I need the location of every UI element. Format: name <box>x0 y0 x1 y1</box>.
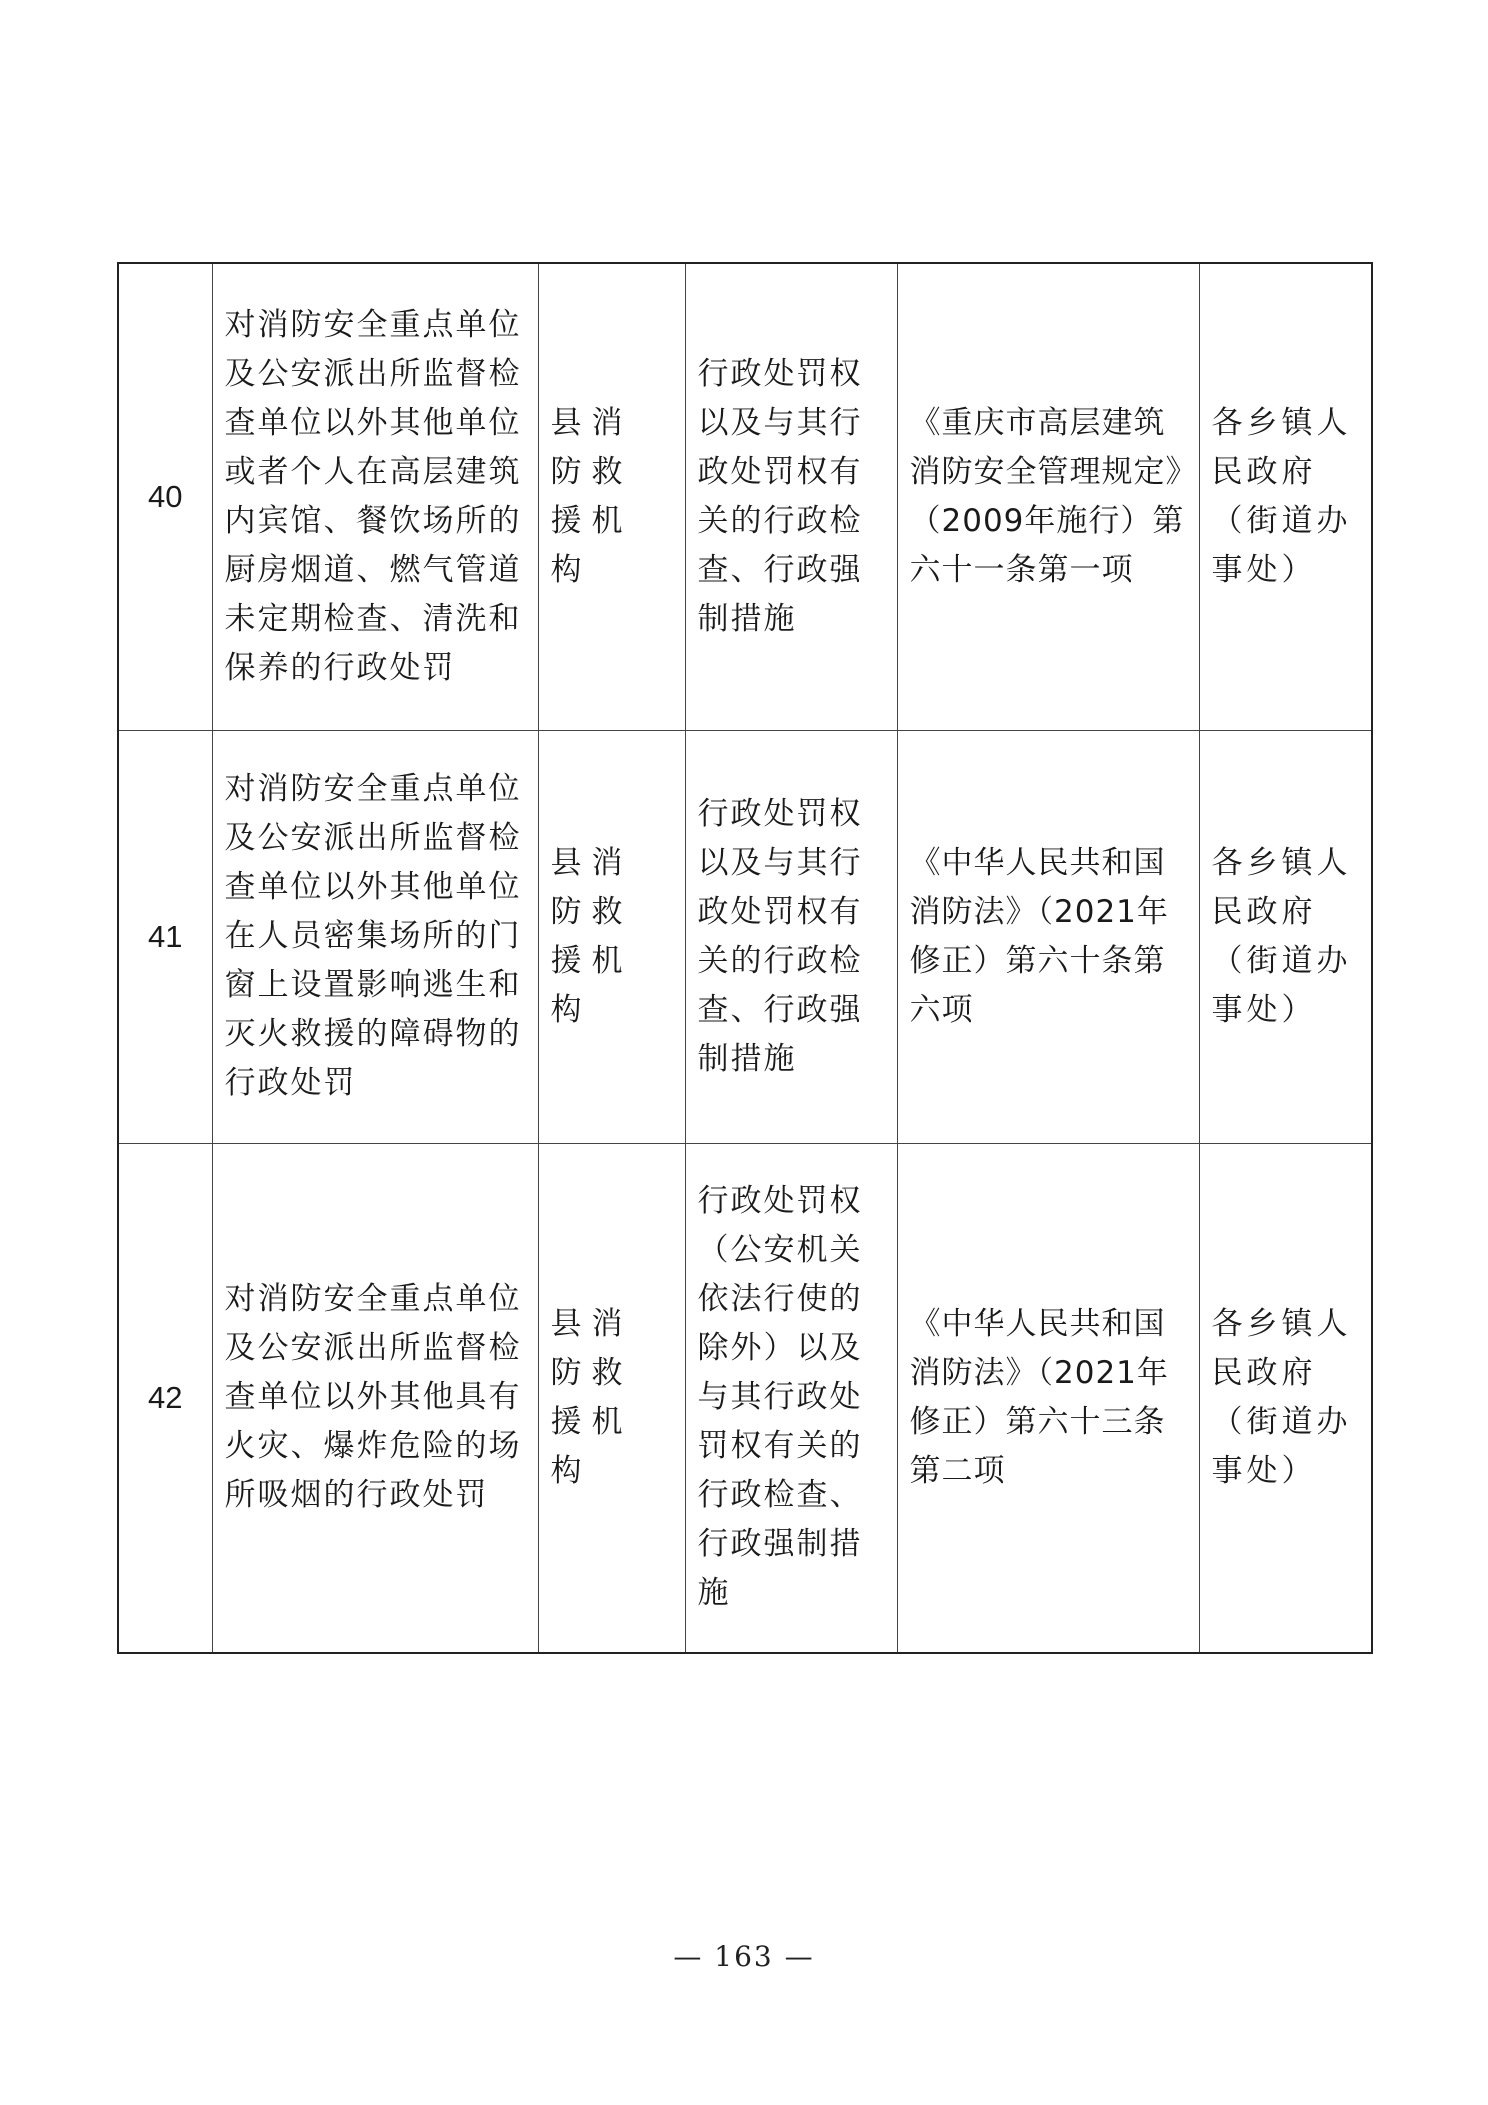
table-row <box>118 1143 1372 1653</box>
implementing-agency: 各乡镇人民政府（街道办事处） <box>1199 1143 1372 1653</box>
power-type: 行政处罚权（公安机关依法行使的除外）以及与其行政处罚权有关的行政检查、行政强制措施 <box>685 1143 897 1653</box>
item-description: 对消防安全重点单位及公安派出所监督检查单位以外其他单位或者个人在高层建筑内宾馆、餐饮场所的厨房烟道、燃气管道未定期检查、清洗和保养的行政处罚 <box>212 263 538 730</box>
power-type: 行政处罚权以及与其行政处罚权有关的行政检查、行政强制措施 <box>685 263 897 730</box>
item-description: 对消防安全重点单位及公安派出所监督检查单位以外其他具有火灾、爆炸危险的场所吸烟的行政处罚 <box>212 1143 538 1653</box>
power-type: 行政处罚权以及与其行政处罚权有关的行政检查、行政强制措施 <box>685 730 897 1143</box>
row-number: 40 <box>118 263 212 730</box>
authority-table <box>117 262 1373 1654</box>
row-number: 42 <box>118 1143 212 1653</box>
responsible-department: 县消防救援机构 <box>538 263 685 730</box>
responsible-department: 县消防救援机构 <box>538 1143 685 1653</box>
table-row <box>118 730 1372 1143</box>
page-number: — 163 — <box>673 1940 815 1973</box>
table-row <box>118 263 1372 730</box>
legal-basis: 《中华人民共和国消防法》（2021年修正）第六十三条第二项 <box>897 1143 1199 1653</box>
responsible-department: 县消防救援机构 <box>538 730 685 1143</box>
legal-basis: 《中华人民共和国消防法》（2021年修正）第六十条第六项 <box>897 730 1199 1143</box>
implementing-agency: 各乡镇人民政府（街道办事处） <box>1199 263 1372 730</box>
item-description: 对消防安全重点单位及公安派出所监督检查单位以外其他单位在人员密集场所的门窗上设置影响逃生和灭火救援的障碍物的行政处罚 <box>212 730 538 1143</box>
implementing-agency: 各乡镇人民政府（街道办事处） <box>1199 730 1372 1143</box>
legal-basis: 《重庆市高层建筑消防安全管理规定》（2009年施行）第六十一条第一项 <box>897 263 1199 730</box>
row-number: 41 <box>118 730 212 1143</box>
